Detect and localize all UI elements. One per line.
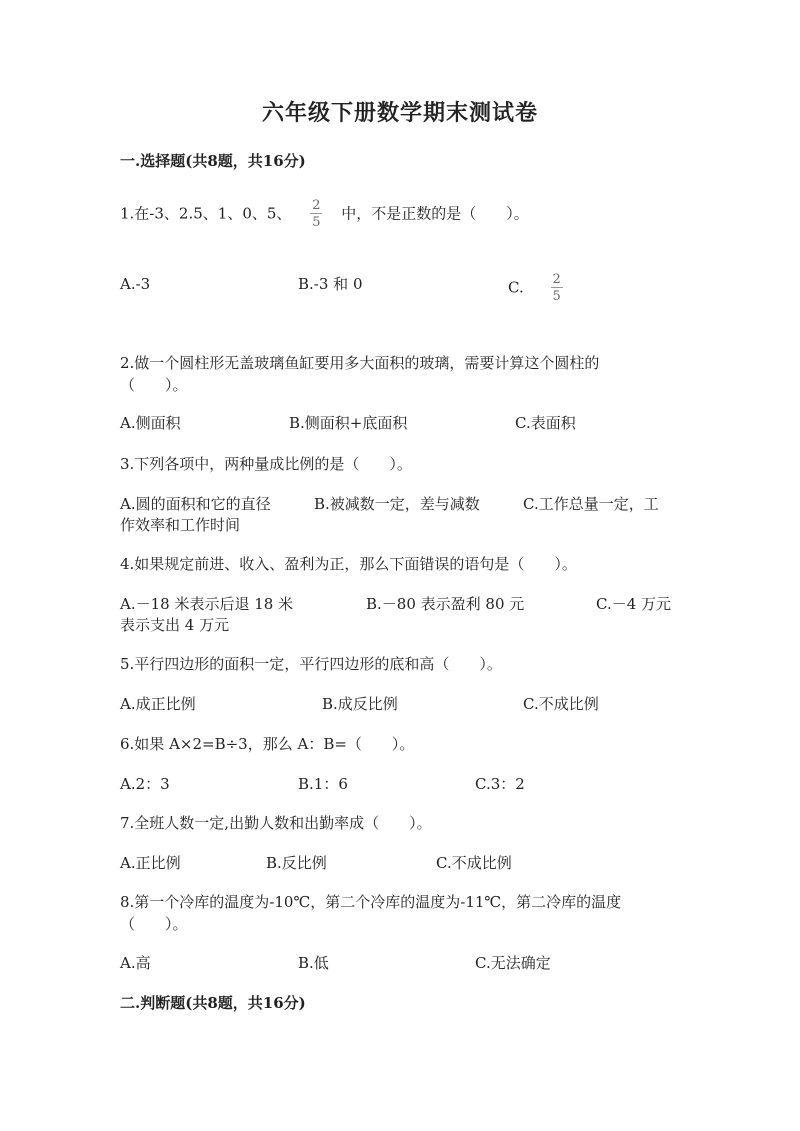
option-c xyxy=(508,273,567,304)
option-b: B.-3 和 0 xyxy=(298,275,363,293)
option-a: A.－18 米表示后退 18 米 xyxy=(120,595,294,613)
option-c: C.表面积 xyxy=(515,414,576,432)
section-heading-choice: 一.选择题(共8题，共16分) xyxy=(120,152,306,170)
question-2-line-2: （ ）。 xyxy=(120,376,188,394)
fraction-numerator: 2 xyxy=(312,198,321,213)
option-c: C.3：2 xyxy=(475,775,525,793)
option-b: B.侧面积+底面积 xyxy=(289,414,408,432)
option-b: B.－80 表示盈利 80 元 xyxy=(366,595,525,613)
section-heading-judgment: 二.判断题(共8题，共16分) xyxy=(120,994,306,1012)
option-a: A.成正比例 xyxy=(120,695,196,713)
option-a: A.高 xyxy=(120,954,151,972)
option-c-label: C. xyxy=(508,278,524,297)
question-5: 5.平行四边形的面积一定，平行四边形的底和高（ ）。 xyxy=(120,655,502,673)
option-wrap: 表示支出 4 万元 xyxy=(120,616,230,634)
question-1 xyxy=(120,199,680,230)
fraction-denominator: 5 xyxy=(552,289,561,304)
option-b: B.反比例 xyxy=(266,854,327,872)
question-3: 3.下列各项中，两种量成比例的是（ ）。 xyxy=(120,455,412,473)
question-1-text-before: 1.在-3、2.5、1、0、5、 xyxy=(120,204,292,223)
fraction xyxy=(310,199,322,230)
option-b: B.1：6 xyxy=(298,775,348,793)
option-a: A.2：3 xyxy=(120,775,170,793)
question-2 xyxy=(120,352,680,396)
question-1-text-after: 中，不是正数的是（ ）。 xyxy=(341,204,529,223)
fraction-numerator: 2 xyxy=(552,272,561,287)
option-a: A.圆的面积和它的直径 xyxy=(120,495,271,513)
question-8 xyxy=(120,891,680,935)
option-c: C.不成比例 xyxy=(523,695,599,713)
option-a: A.正比例 xyxy=(120,854,181,872)
page-title: 六年级下册数学期末测试卷 xyxy=(261,100,538,126)
question-8-line-2: （ ）。 xyxy=(120,915,188,933)
question-2-line-1: 2.做一个圆柱形无盖玻璃鱼缸要用多大面积的玻璃，需要计算这个圆柱的 xyxy=(120,354,600,372)
option-c-fraction xyxy=(551,273,563,304)
option-c: C.－4 万元 xyxy=(596,595,672,613)
option-b: B.成反比例 xyxy=(322,695,398,713)
option-a: A.侧面积 xyxy=(120,414,181,432)
option-b: B.低 xyxy=(298,954,329,972)
option-a: A.-3 xyxy=(120,275,151,293)
option-c: C.不成比例 xyxy=(436,854,512,872)
fraction-denominator: 5 xyxy=(312,215,321,230)
question-7: 7.全班人数一定,出勤人数和出勤率成（ ）。 xyxy=(120,814,432,832)
option-c: C.无法确定 xyxy=(475,954,551,972)
question-6: 6.如果 A×2=B÷3，那么 A：B=（ ）。 xyxy=(120,735,415,753)
question-8-line-1: 8.第一个冷库的温度为-10℃，第二个冷库的温度为-11℃，第二冷库的温度 xyxy=(120,893,622,911)
option-c: C.工作总量一定，工 xyxy=(523,495,659,513)
question-4: 4.如果规定前进、收入、盈利为正，那么下面错误的语句是（ ）。 xyxy=(120,555,577,573)
option-wrap: 作效率和工作时间 xyxy=(120,516,241,534)
option-b: B.被减数一定，差与减数 xyxy=(314,495,480,513)
